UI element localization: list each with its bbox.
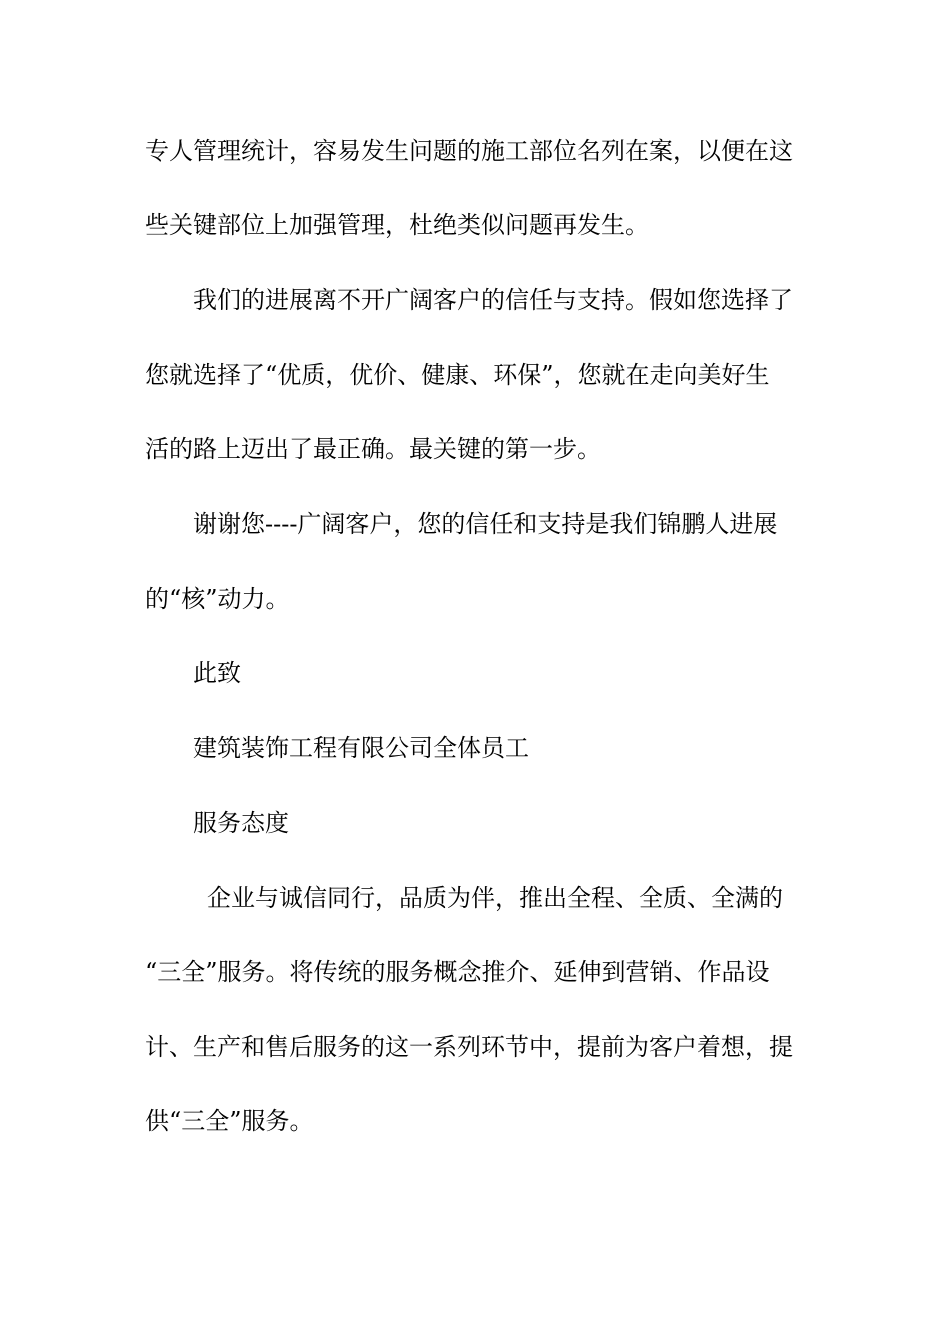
closing-salutation: 此致 — [193, 659, 241, 687]
signature-company: 建筑装饰工程有限公司全体员工 — [193, 734, 529, 762]
paragraph-line: 活的路上迈出了最正确。最关键的第一步。 — [145, 435, 601, 463]
paragraph-line: 供“三全”服务。 — [145, 1107, 314, 1135]
section-heading: 服务态度 — [193, 809, 289, 837]
paragraph-line: 您就选择了“优质，优价、健康、环保”，您就在走向美好生 — [145, 361, 770, 389]
paragraph-line: 的“核”动力。 — [145, 585, 290, 613]
paragraph-line: 些关键部位上加强管理，杜绝类似问题再发生。 — [145, 211, 649, 239]
paragraph-line: 计、生产和售后服务的这一系列环节中，提前为客户着想，提 — [145, 1033, 793, 1061]
paragraph-line: 谢谢您----广阔客户，您的信任和支持是我们锦鹏人进展 — [193, 510, 778, 538]
paragraph-line: 企业与诚信同行，品质为伴，推出全程、全质、全满的 — [207, 884, 783, 912]
paragraph-line: 专人管理统计，容易发生问题的施工部位名列在案，以便在这 — [145, 137, 793, 165]
paragraph-line: 我们的进展离不开广阔客户的信任与支持。假如您选择了 — [193, 286, 793, 314]
paragraph-line: “三全”服务。将传统的服务概念推介、延伸到营销、作品设 — [145, 958, 770, 986]
